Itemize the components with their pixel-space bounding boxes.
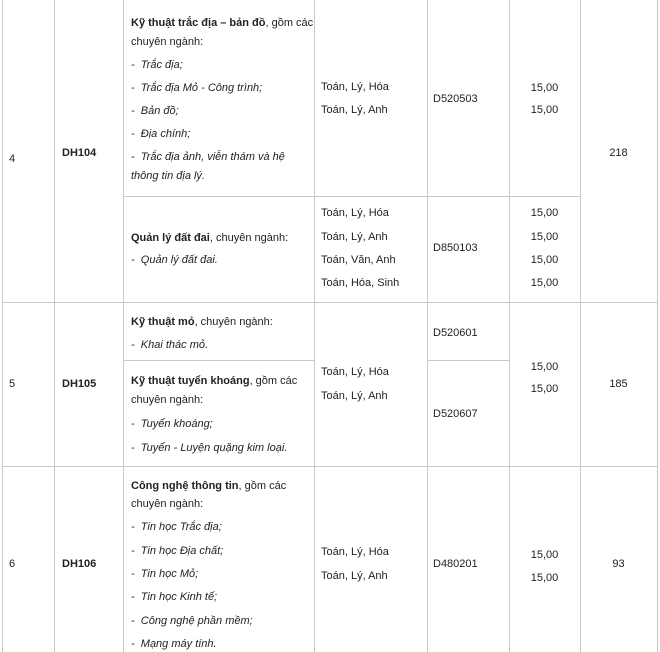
- row-border: [123, 196, 580, 197]
- row-number: 5: [9, 378, 16, 390]
- col-border: [2, 0, 3, 652]
- row-number: 4: [9, 153, 16, 165]
- specialization-item: thông tin địa lý.: [131, 170, 205, 182]
- major-title-rest: , chuyên ngành:: [209, 232, 289, 244]
- major-name: Kỹ thuật tuyển khoáng: [131, 375, 250, 387]
- major-title-rest: , gồm các: [265, 17, 314, 29]
- specialization-item: - Trắc địa Mỏ - Công trình;: [131, 82, 263, 94]
- specialization-item: - Địa chính;: [131, 128, 191, 140]
- score: 15,00: [530, 82, 559, 94]
- score: 15,00: [530, 572, 559, 584]
- subject-combo: Toán, Văn, Anh: [321, 254, 396, 266]
- score: 15,00: [530, 104, 559, 116]
- major-code: D520503: [433, 93, 478, 105]
- subject-combo: Toán, Lý, Anh: [321, 570, 388, 582]
- specialization-item: - Bản đồ;: [131, 105, 179, 117]
- major-name: Kỹ thuật mỏ: [131, 316, 195, 328]
- major-title: [131, 479, 286, 493]
- specialization-item: - Tin học Kinh tế;: [131, 591, 218, 603]
- col-border: [123, 0, 124, 652]
- major-name: Kỹ thuật trắc địa – bản đồ: [131, 17, 266, 29]
- row-border: [427, 360, 509, 361]
- major-name: Công nghệ thông tin: [131, 480, 239, 492]
- major-title-rest: , chuyên ngành:: [194, 316, 273, 328]
- col-border: [580, 0, 581, 652]
- quota: 185: [609, 378, 628, 390]
- subject-combo: Toán, Lý, Hóa: [321, 81, 389, 93]
- score: 15,00: [530, 361, 559, 373]
- col-border: [54, 0, 55, 652]
- col-border: [657, 0, 658, 652]
- major-code: D850103: [433, 242, 478, 254]
- major-title: [131, 315, 273, 329]
- specialization-item: - Trắc địa;: [131, 59, 183, 71]
- score: 15,00: [530, 207, 559, 219]
- specialization-item: - Khai thác mỏ.: [131, 339, 209, 351]
- major-code: D480201: [433, 558, 478, 570]
- score: 15,00: [530, 383, 559, 395]
- major-title: [131, 374, 297, 388]
- quota: 218: [609, 147, 628, 159]
- subject-combo: Toán, Lý, Anh: [321, 104, 388, 116]
- specialization-item: - Công nghệ phần mềm;: [131, 615, 253, 627]
- score: 15,00: [530, 277, 559, 289]
- major-title: [131, 231, 288, 245]
- quota: 93: [612, 558, 625, 570]
- subject-combo: Toán, Hóa, Sinh: [321, 277, 400, 289]
- row-border: [2, 466, 658, 467]
- major-code: D520607: [433, 408, 478, 420]
- major-title-cont: chuyên ngành:: [131, 394, 204, 406]
- school-code: DH105: [62, 378, 97, 390]
- school-code: DH106: [62, 558, 97, 570]
- major-name: Quản lý đất đai: [131, 232, 210, 244]
- row-border: [2, 302, 658, 303]
- specialization-item: - Tuyển khoáng;: [131, 418, 213, 430]
- specialization-item: - Quản lý đất đai.: [131, 254, 218, 266]
- major-code: D520601: [433, 327, 478, 339]
- major-title-cont: chuyên ngành:: [131, 36, 204, 48]
- col-border: [314, 0, 315, 652]
- major-title: [131, 16, 313, 30]
- specialization-item: - Mạng máy tính.: [131, 638, 217, 650]
- major-title-cont: chuyên ngành:: [131, 498, 204, 510]
- specialization-item: - Tin học Trắc địa;: [131, 521, 222, 533]
- score: 15,00: [530, 254, 559, 266]
- major-title-rest: , gồm các: [238, 480, 287, 492]
- specialization-item: - Tin học Địa chất;: [131, 545, 224, 557]
- specialization-item: - Trắc địa ảnh, viễn thám và hệ: [131, 151, 285, 163]
- row-number: 6: [9, 558, 16, 570]
- specialization-item: - Tuyển - Luyện quặng kim loại.: [131, 442, 288, 454]
- major-title-rest: , gồm các: [249, 375, 298, 387]
- subject-combo: Toán, Lý, Anh: [321, 390, 388, 402]
- subject-combo: Toán, Lý, Hóa: [321, 546, 389, 558]
- specialization-item: - Tin học Mỏ;: [131, 568, 199, 580]
- subject-combo: Toán, Lý, Hóa: [321, 366, 389, 378]
- score: 15,00: [530, 549, 559, 561]
- subject-combo: Toán, Lý, Hóa: [321, 207, 389, 219]
- school-code: DH104: [62, 147, 97, 159]
- col-border: [427, 0, 428, 652]
- subject-combo: Toán, Lý, Anh: [321, 231, 388, 243]
- score: 15,00: [530, 231, 559, 243]
- row-border: [123, 360, 314, 361]
